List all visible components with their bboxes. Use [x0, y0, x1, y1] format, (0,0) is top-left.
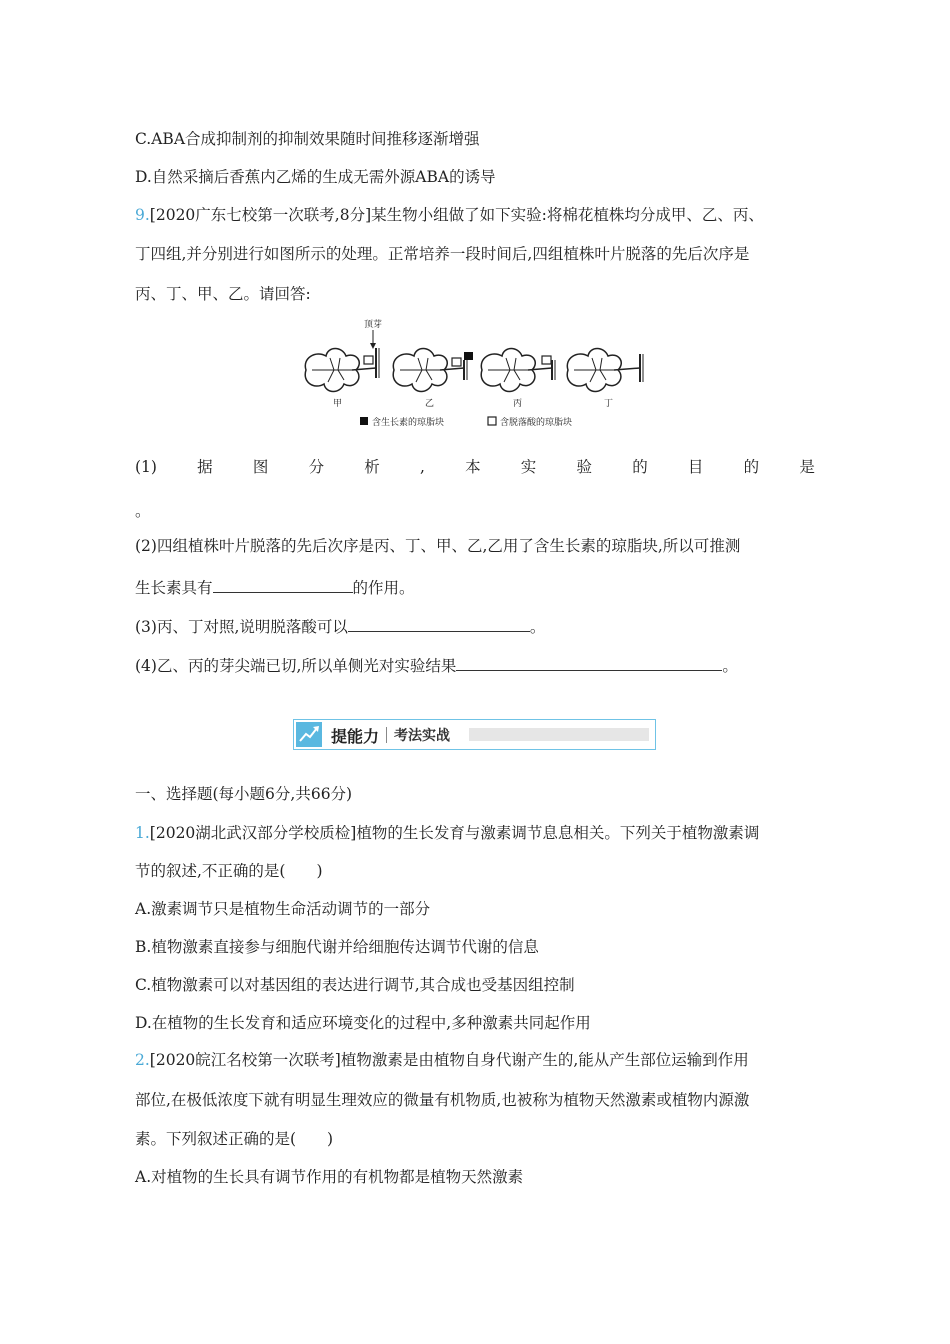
sub-question-2-line-1: (2)四组植株叶片脱落的先后次序是丙、丁、甲、乙,乙用了含生长素的琼脂块,所以可推测 [135, 537, 741, 555]
question-1-option-a[interactable]: A.激素调节只是植物生命活动调节的一部分 [135, 900, 431, 918]
plant-jia [305, 348, 379, 392]
sub-question-1-char: 的 [743, 458, 760, 476]
plant-label-jia: 甲 [333, 399, 343, 409]
sub-question-1-char: (1) [135, 458, 157, 476]
sub-question-1-char: 图 [252, 458, 269, 476]
sub-question-1-char: 验 [576, 458, 593, 476]
question-9-line-1 [135, 204, 764, 226]
chart-trend-icon [296, 722, 322, 747]
question-2-text: [2020皖江名校第一次联考]植物激素是由植物自身代谢产生的,能从产生部位运输到作用 [149, 1051, 749, 1069]
question-2-line-2: 部位,在极低浓度下就有明显生理效应的微量有机物质,也被称为植物天然激素或植物内源激 [135, 1091, 750, 1109]
answer-blank-2[interactable] [213, 576, 353, 593]
plant-label-ding: 丁 [604, 399, 614, 409]
question-9-line-3: 丙、丁、甲、乙。请回答: [135, 285, 311, 303]
plant-ding [567, 349, 643, 392]
question-2-option-a[interactable]: A.对植物的生长具有调节作用的有机物都是植物天然激素 [135, 1168, 524, 1186]
question-1-text: [2020湖北武汉部分学校质检]植物的生长发育与激素调节息息相关。下列关于植物激素调 [149, 824, 760, 842]
plant-label-yi: 乙 [425, 399, 435, 409]
top-bud-label: 顶芽 [364, 320, 383, 330]
banner-divider [386, 727, 387, 743]
question-9-text: [2020广东七校第一次联考,8分]某生物小组做了如下实验:将棉花植株均分成甲、乙、丙、 [149, 206, 764, 224]
sub-question-1-char: 本 [465, 458, 481, 476]
section-banner [293, 719, 656, 750]
legend-aba-label: 含脱落酸的琼脂块 [500, 418, 573, 428]
plant-label-bing: 丙 [513, 399, 523, 409]
sub-question-3-line [135, 615, 545, 638]
question-9-line-2: 丁四组,并分别进行如图所示的处理。正常培养一段时间后,四组植株叶片脱落的先后次序是 [135, 245, 750, 263]
sub-question-1-char: 据 [197, 458, 213, 476]
banner-title: 提能力 [331, 727, 380, 746]
banner-bar [469, 728, 649, 741]
question-1-option-c[interactable]: C.植物激素可以对基因组的表达进行调节,其合成也受基因组控制 [135, 976, 575, 994]
question-1-line-2: 节的叙述,不正确的是( ) [135, 862, 323, 880]
plant-yi [393, 349, 473, 392]
question-1-option-d[interactable]: D.在植物的生长发育和适应环境变化的过程中,多种激素共同起作用 [135, 1014, 591, 1032]
sub-question-1-char: , [419, 458, 425, 476]
answer-blank-4[interactable] [456, 654, 722, 671]
banner-subtitle: 考法实战 [394, 728, 450, 744]
question-1-line-1 [135, 822, 759, 844]
legend-auxin-swatch [360, 417, 368, 425]
question-2-line-1 [135, 1049, 749, 1071]
sub-question-1-char: 目 [687, 458, 704, 476]
question-1-number: 1. [135, 824, 150, 842]
plant-experiment-figure [300, 318, 650, 430]
sub-question-1-char: 的 [632, 458, 648, 476]
section-heading: 一、选择题(每小题6分,共66分) [135, 785, 353, 803]
sub-question-2-line-2 [135, 576, 415, 599]
question-2-line-3: 素。下列叙述正确的是( ) [135, 1130, 334, 1148]
sub-question-1-line [135, 456, 815, 478]
question-1-option-b[interactable]: B.植物激素直接参与细胞代谢并给细胞传达调节代谢的信息 [135, 938, 539, 956]
question-9-number: 9. [135, 206, 150, 224]
sub-question-4-suffix: 。 [722, 657, 738, 675]
sub-question-2-prefix: 生长素具有 [135, 579, 213, 597]
plant-bing [481, 349, 555, 392]
legend-aba-swatch [488, 417, 496, 425]
sub-question-4-line [135, 654, 738, 677]
question-2-number: 2. [135, 1051, 150, 1069]
sub-question-1-char: 实 [520, 458, 537, 476]
sub-question-1-char: 是 [799, 458, 815, 476]
sub-question-4-prefix: (4)乙、丙的芽尖端已切,所以单侧光对实验结果 [135, 657, 457, 675]
sub-question-1-end: 。 [135, 502, 151, 520]
sub-question-3-prefix: (3)丙、丁对照,说明脱落酸可以 [135, 618, 348, 636]
legend-auxin-label: 含生长素的琼脂块 [372, 418, 445, 428]
sub-question-3-suffix: 。 [529, 618, 546, 636]
sub-question-1-char: 分 [308, 458, 325, 476]
sub-question-1-char: 析 [364, 458, 380, 476]
sub-question-2-suffix: 的作用。 [352, 579, 415, 597]
answer-blank-3[interactable] [348, 615, 530, 632]
option-c-text: C.ABA合成抑制剂的抑制效果随时间推移逐渐增强 [135, 130, 480, 148]
option-d-text: D.自然采摘后香蕉内乙烯的生成无需外源ABA的诱导 [135, 168, 496, 186]
